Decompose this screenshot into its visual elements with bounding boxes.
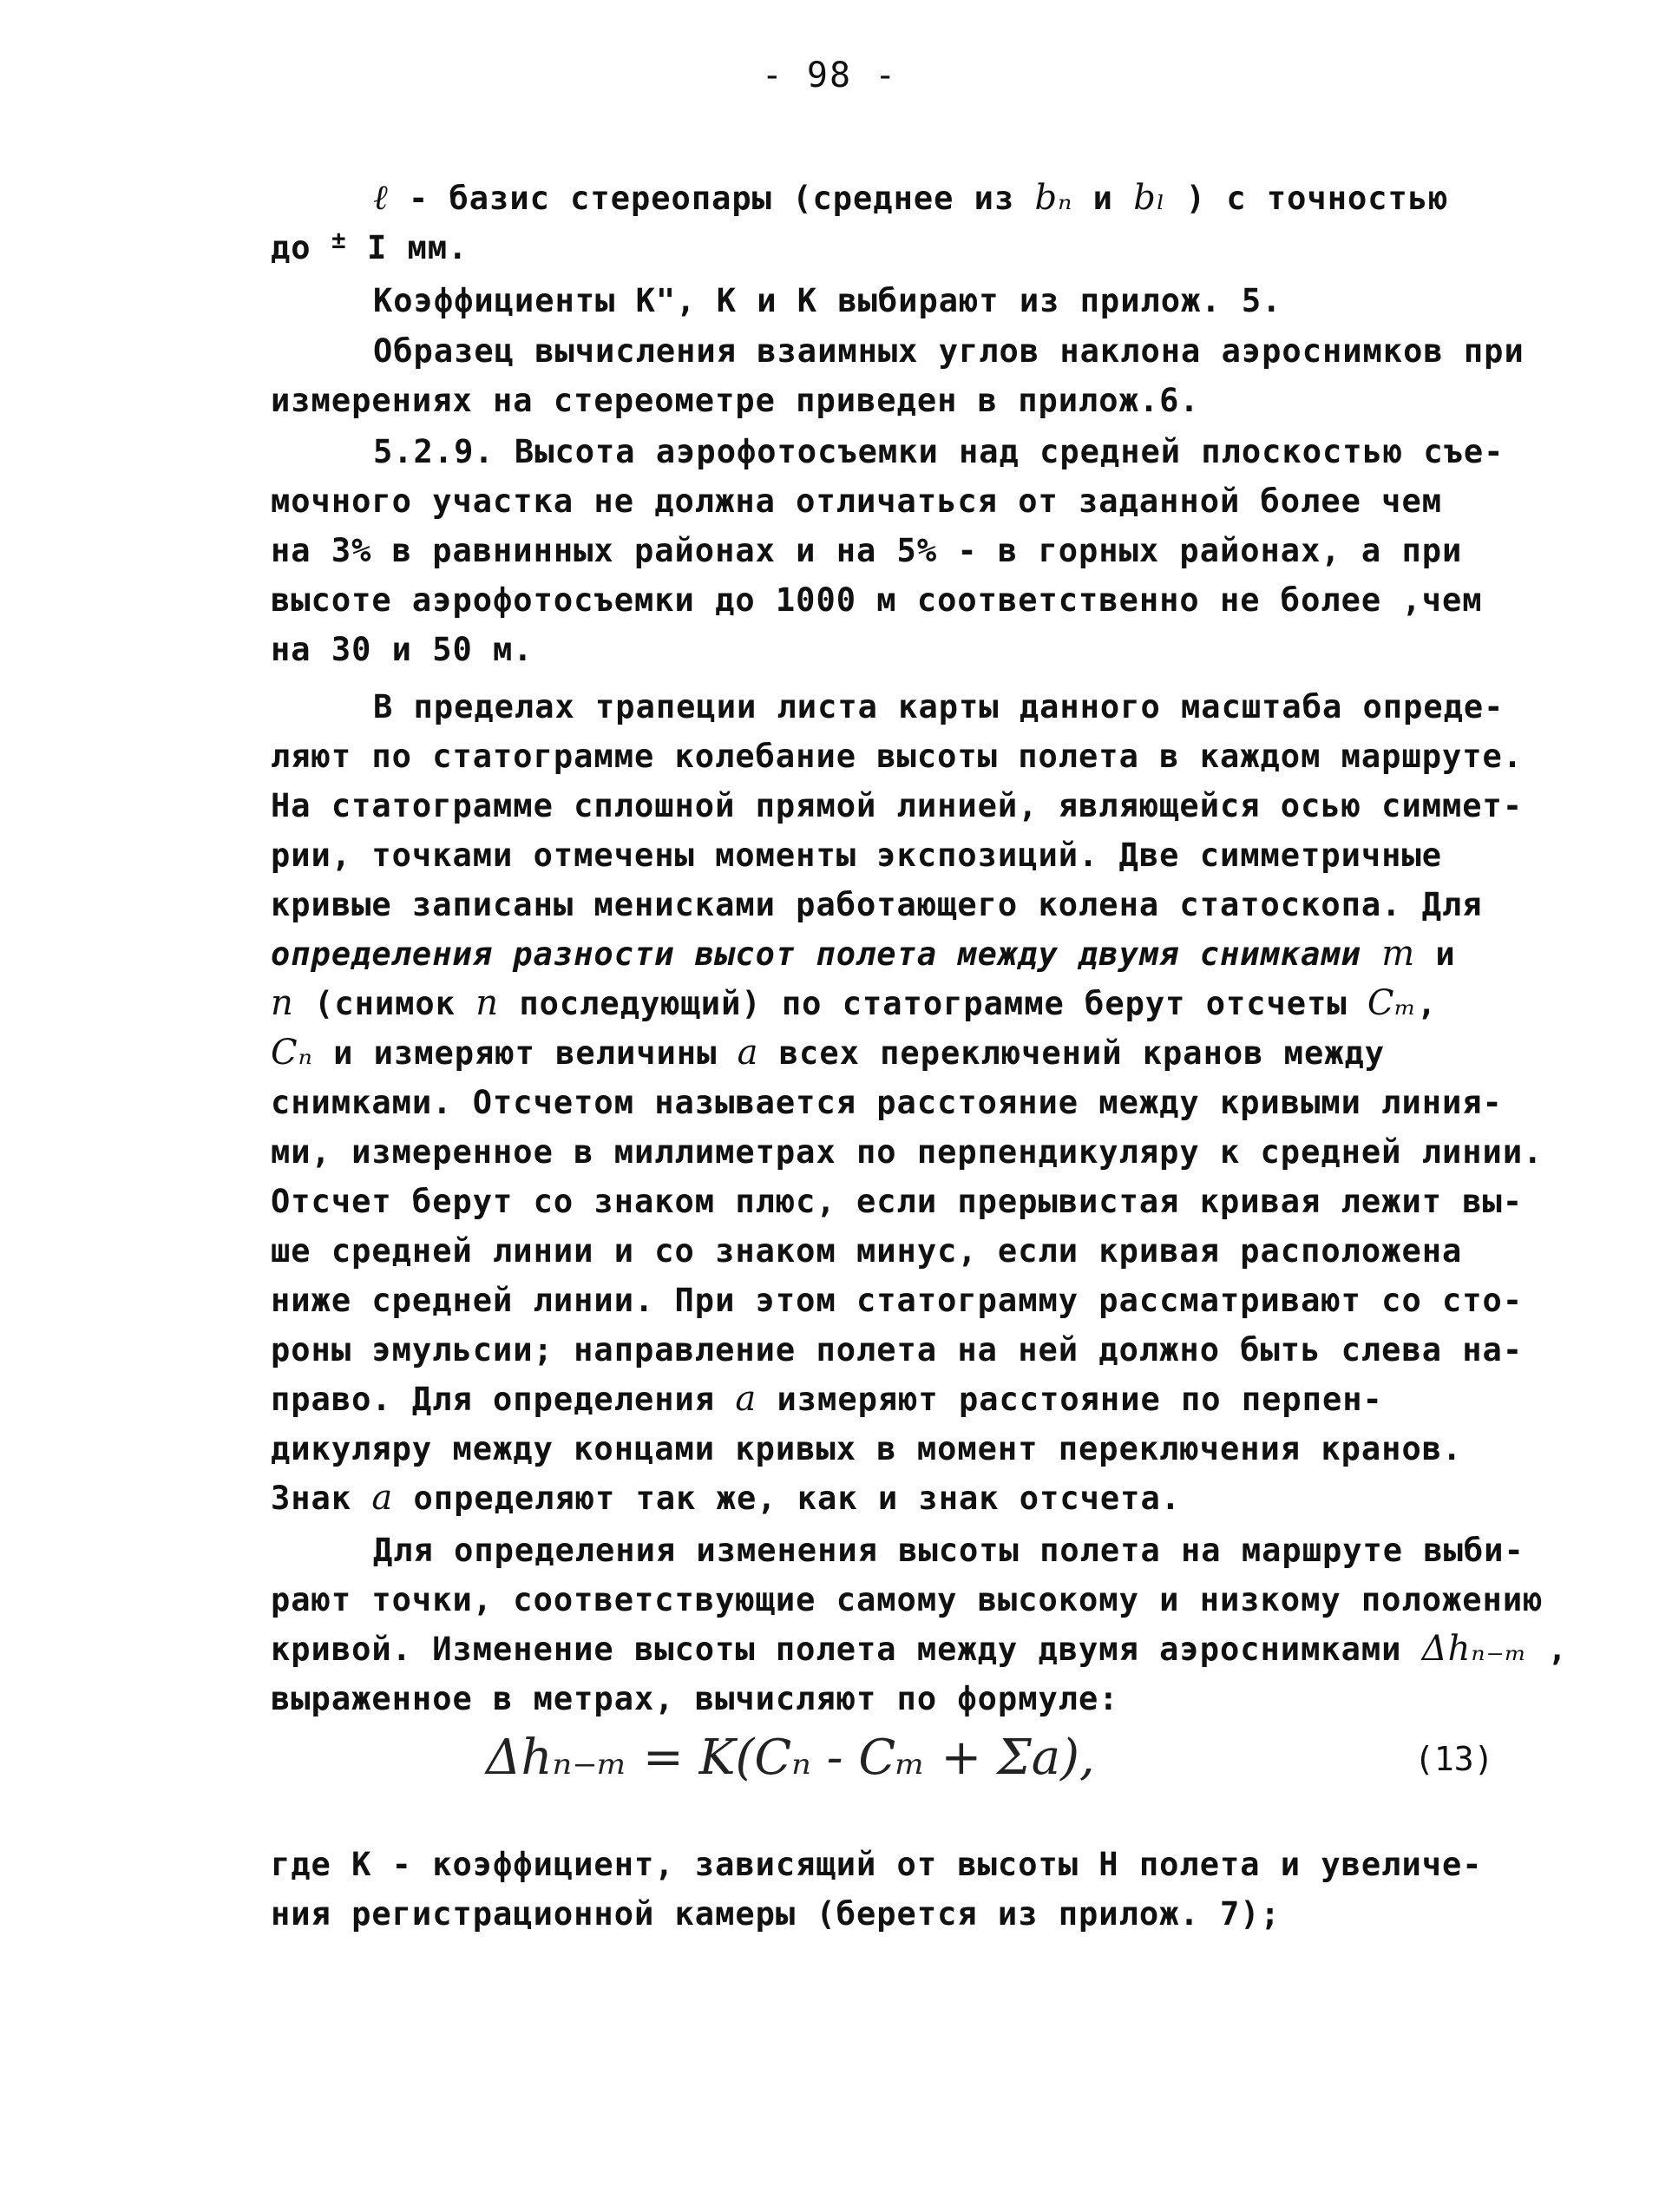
symbol-a-2: a (735, 1379, 757, 1419)
sample-line-1: Образец вычисления взаимных углов наклона аэроснимков при (373, 332, 1525, 370)
para3-line-4: выраженное в метрах, вычисляют по формуле: (271, 1680, 1119, 1717)
para2-line-6-text: определения разности высот полета между двумя снимками (271, 935, 1361, 973)
symbol-bn: bₙ (1034, 178, 1073, 218)
symbol-a: a (737, 1033, 759, 1073)
para3-line-2: рают точки, соответствующие самому высокому и низкому положению (271, 1581, 1544, 1618)
plus-minus-sign: ± (331, 226, 347, 254)
para3-line-3 (271, 1625, 1568, 1674)
para2-line-12: ше средней линии и со знаком минус, если кривая расположена (271, 1232, 1463, 1270)
section-line-4: высоте аэрофотосъемки до 1000 м соответственно не более ,чем (271, 581, 1483, 619)
symbol-delta-h: Δhₙ₋ₘ (1421, 1629, 1528, 1669)
statogram-paragraph (271, 682, 1544, 1523)
sample-paragraph (271, 326, 1525, 425)
para2-line-9: снимками. Отсчетом называется расстояние между кривыми линия- (271, 1084, 1503, 1121)
para2-line-7 (271, 979, 1503, 1028)
section-line-2: мочного участка не должна отличаться от заданной более чем (271, 482, 1443, 520)
para3-line-1: Для определения изменения высоты полета на маршруте выби- (373, 1532, 1525, 1569)
para2-line-17b: определяют так же, как и знак отсчета. (413, 1480, 1182, 1517)
para2-line-1: В пределах трапеции листа карты данного масштаба опреде- (373, 688, 1505, 725)
para2-line-8 (271, 1028, 1503, 1078)
para2-line-7a: (снимок (314, 985, 456, 1022)
section-line-5: на 30 и 50 м. (271, 631, 534, 668)
where-clause (271, 1840, 1503, 1939)
where-line-2: ния регистрационной камеры (берется из прилож. 7); (271, 1895, 1281, 1933)
para2-line-8a: и измеряют величины (333, 1034, 718, 1072)
symbol-m: m (1381, 934, 1416, 974)
section-5-2-9 (271, 427, 1503, 674)
coefficients-text: Коэффициенты К", К и К выбирают из прилож. 5. (373, 282, 1282, 319)
para2-line-15a: право. Для определения (271, 1381, 716, 1418)
symbol-a-3: a (371, 1478, 394, 1518)
height-change-paragraph (271, 1526, 1568, 1723)
coefficients-line (271, 276, 1503, 325)
para2-comma: , (1417, 985, 1438, 1022)
basis-text-4: до (271, 229, 311, 266)
basis-text-3: ) с точностью (1185, 180, 1449, 217)
where-line-1: где К - коэффициент, зависящий от высоты Н полета и увеличе- (271, 1846, 1483, 1883)
para2-line-14: роны эмульсии; направление полета на ней должно быть слева на- (271, 1331, 1524, 1369)
para2-line-6 (271, 929, 1503, 979)
para2-line-3: На статограмме сплошной прямой линией, являющейся осью симмет- (271, 787, 1524, 824)
symbol-cm: Cₘ (1367, 983, 1418, 1023)
para2-line-17a: Знак (271, 1480, 352, 1517)
para2-and: и (1435, 935, 1456, 973)
para2-line-2: ляют по статограмме колебание высоты полета в каждом маршруте. (271, 738, 1524, 775)
equation-number: (13) (1414, 1740, 1494, 1778)
basis-definition (271, 174, 1503, 272)
basis-text-5: I мм. (366, 229, 469, 266)
section-line-3: на 3% в равнинных районах и на 5% - в горных районах, а при (271, 532, 1463, 569)
basis-line-2 (271, 223, 1503, 272)
para2-line-10: ми, измеренное в миллиметрах по перпендикуляру к средней линии. (271, 1133, 1544, 1171)
para2-line-15 (271, 1375, 1503, 1424)
para2-line-11: Отсчет берут со знаком плюс, если прерывистая кривая лежит вы- (271, 1183, 1524, 1220)
para2-line-17 (271, 1474, 1503, 1523)
symbol-cn: Cₙ (271, 1033, 313, 1073)
para2-line-7b: последующий) по статограмме берут отсчеты (519, 985, 1348, 1022)
para3-comma: , (1547, 1631, 1568, 1668)
symbol-b: ℓ (373, 178, 389, 218)
basis-text-and: и (1092, 180, 1113, 217)
para2-line-4: рии, точками отмечены моменты экспозиций. Две симметричные (271, 837, 1443, 874)
symbol-n-2: n (475, 983, 500, 1023)
para2-line-15b: измеряют расстояние по перпен- (777, 1381, 1383, 1418)
page-number: - 98 - (761, 56, 898, 95)
para2-line-8b: всех переключений кранов между (778, 1034, 1386, 1072)
para2-line-13: ниже средней линии. При этом статограмму рассматривают со сто- (271, 1282, 1524, 1319)
basis-text-1: - базис стереопары (среднее из (408, 180, 1015, 217)
basis-line-1 (271, 174, 1503, 223)
sample-line-2: измерениях на стереометре приведен в прилож.6. (271, 382, 1200, 419)
section-line-1: 5.2.9. Высота аэрофотосъемки над средней плоскостью съе- (373, 433, 1505, 470)
height-change-formula: Δhₙ₋ₘ = K(Cₙ - Cₘ + Σa), (486, 1730, 1095, 1786)
para2-line-5: кривые записаны менисками работающего колена статоскопа. Для (271, 886, 1483, 923)
symbol-bl: bₗ (1133, 178, 1166, 218)
para2-line-16: дикуляру между концами кривых в момент переключения кранов. (271, 1430, 1463, 1467)
para3-line-3-text: кривой. Изменение высоты полета между двумя аэроснимками (271, 1631, 1402, 1668)
symbol-n: n (271, 983, 294, 1023)
